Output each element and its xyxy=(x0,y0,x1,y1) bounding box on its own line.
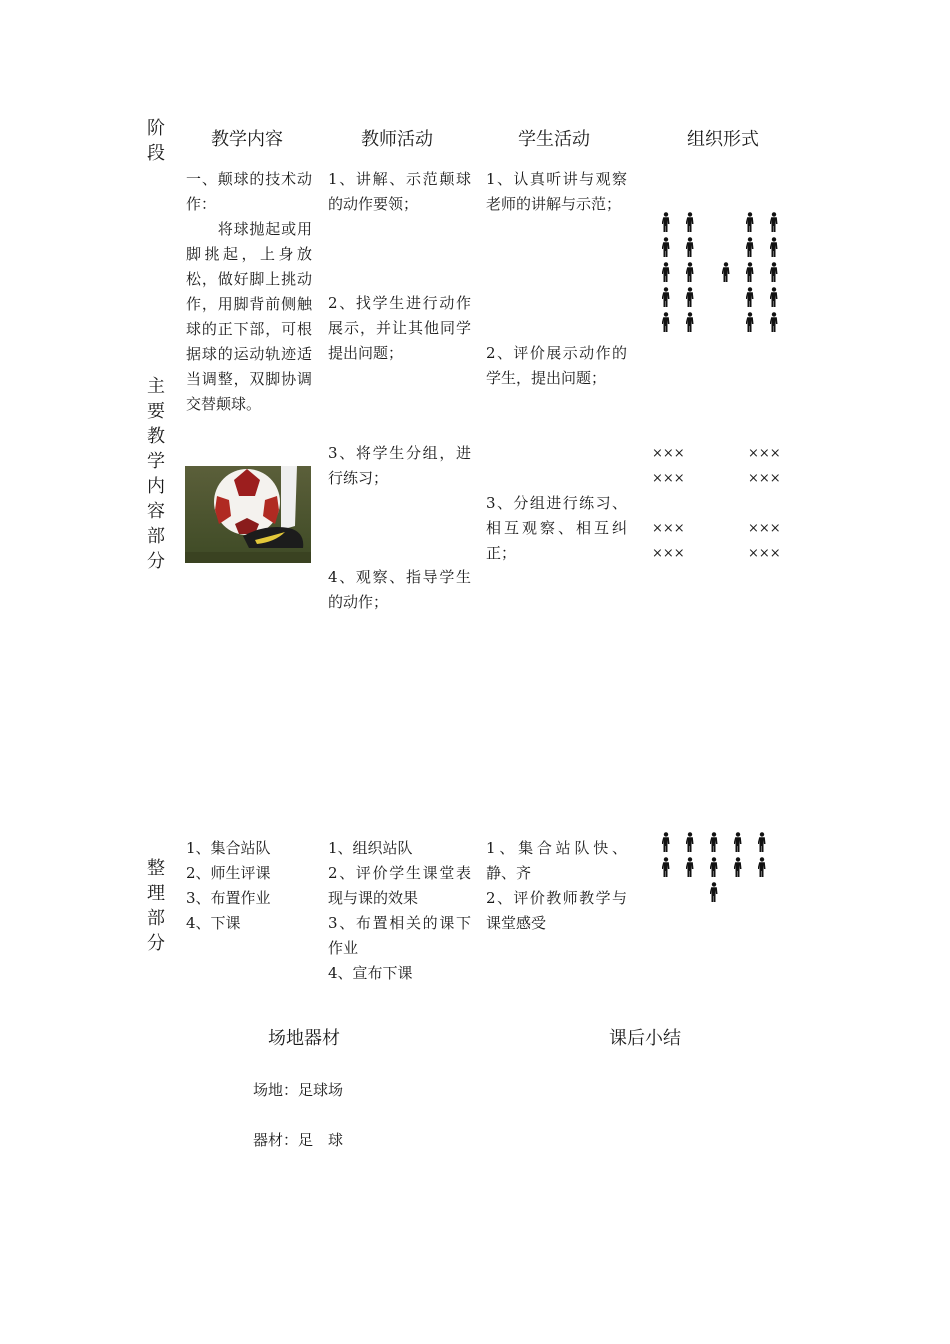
header-content: 教学内容 xyxy=(211,129,283,150)
header-teacher-activity: 教师活动 xyxy=(361,129,433,150)
summary-title: 课后小结 xyxy=(609,1028,681,1049)
group-marker: ××× xyxy=(748,471,781,486)
person-icon xyxy=(662,262,670,282)
person-icon xyxy=(662,237,670,257)
person-icon xyxy=(686,262,694,282)
header-stage: 阶段 xyxy=(147,118,165,164)
closing-content-text: 1、集合站队 2、师生评课 3、布置作业 4、下课 xyxy=(186,839,271,932)
teacher-person-icon xyxy=(722,262,730,282)
person-icon xyxy=(686,832,694,852)
person-icon xyxy=(686,312,694,332)
main-section-label: 主要教学内容部分 xyxy=(147,376,165,572)
person-icon xyxy=(734,857,742,877)
group-marker: ××× xyxy=(652,521,685,536)
person-icon xyxy=(746,287,754,307)
person-icon xyxy=(746,312,754,332)
teacher-step-1: 1、讲解、示范颠球的动作要领； xyxy=(328,170,471,213)
football-kick-photo xyxy=(185,466,311,563)
student-step-3: 3、分组进行练习、相互观察、相互纠正； xyxy=(486,494,627,562)
group-marker: ××× xyxy=(652,471,685,486)
person-icon xyxy=(686,237,694,257)
person-icon xyxy=(758,832,766,852)
person-icon xyxy=(770,237,778,257)
person-icon xyxy=(746,237,754,257)
person-icon xyxy=(770,212,778,232)
closing-section-label: 整理部分 xyxy=(147,858,165,954)
header-organization: 组织形式 xyxy=(687,129,759,150)
person-icon xyxy=(686,287,694,307)
group-marker: ××× xyxy=(748,521,781,536)
teacher-step-4: 4、观察、指导学生的动作； xyxy=(328,568,471,611)
person-icon xyxy=(746,212,754,232)
person-icon xyxy=(662,832,670,852)
person-icon xyxy=(770,312,778,332)
person-icon xyxy=(746,262,754,282)
closing-teacher-text: 1、组织站队 2、评价学生课堂表现与课的效果 3、布置相关的课下作业 4、宣布下课 xyxy=(328,839,471,982)
person-icon xyxy=(662,212,670,232)
group-marker: ××× xyxy=(652,546,685,561)
group-marker: ××× xyxy=(748,446,781,461)
person-icon xyxy=(686,212,694,232)
teacher-step-2: 2、找学生进行动作展示，并让其他同学提出问题； xyxy=(328,294,471,362)
equipment-text: 器材：足 球 xyxy=(253,1131,344,1149)
student-step-1: 1、认真听讲与观察老师的讲解与示范； xyxy=(486,170,627,213)
closing-student-text: 1、集合站队快、静、齐 2、评价教师教学与课堂感受 xyxy=(486,839,627,932)
equipment-title: 场地器材 xyxy=(268,1028,340,1049)
person-icon xyxy=(686,857,694,877)
main-content-text: 一、颠球的技术动作： 将球抛起或用脚挑起，上身放松，做好脚上挑动作，用脚背前侧触球的正下部，可根据球的运动轨迹适当调整，双脚协调交替颠球。 xyxy=(186,170,312,413)
person-icon xyxy=(710,832,718,852)
person-icon xyxy=(734,832,742,852)
header-student-activity: 学生活动 xyxy=(518,129,590,150)
person-icon xyxy=(662,287,670,307)
teacher-person-icon xyxy=(710,882,718,902)
person-icon xyxy=(758,857,766,877)
venue-text: 场地：足球场 xyxy=(253,1081,344,1099)
person-icon xyxy=(662,312,670,332)
person-icon xyxy=(710,857,718,877)
group-marker: ××× xyxy=(748,546,781,561)
group-marker: ××× xyxy=(652,446,685,461)
person-icon xyxy=(662,857,670,877)
person-icon xyxy=(770,262,778,282)
person-icon xyxy=(770,287,778,307)
student-step-2: 2、评价展示动作的学生，提出问题； xyxy=(486,344,627,387)
teacher-step-3: 3、将学生分组，进行练习； xyxy=(328,444,471,487)
